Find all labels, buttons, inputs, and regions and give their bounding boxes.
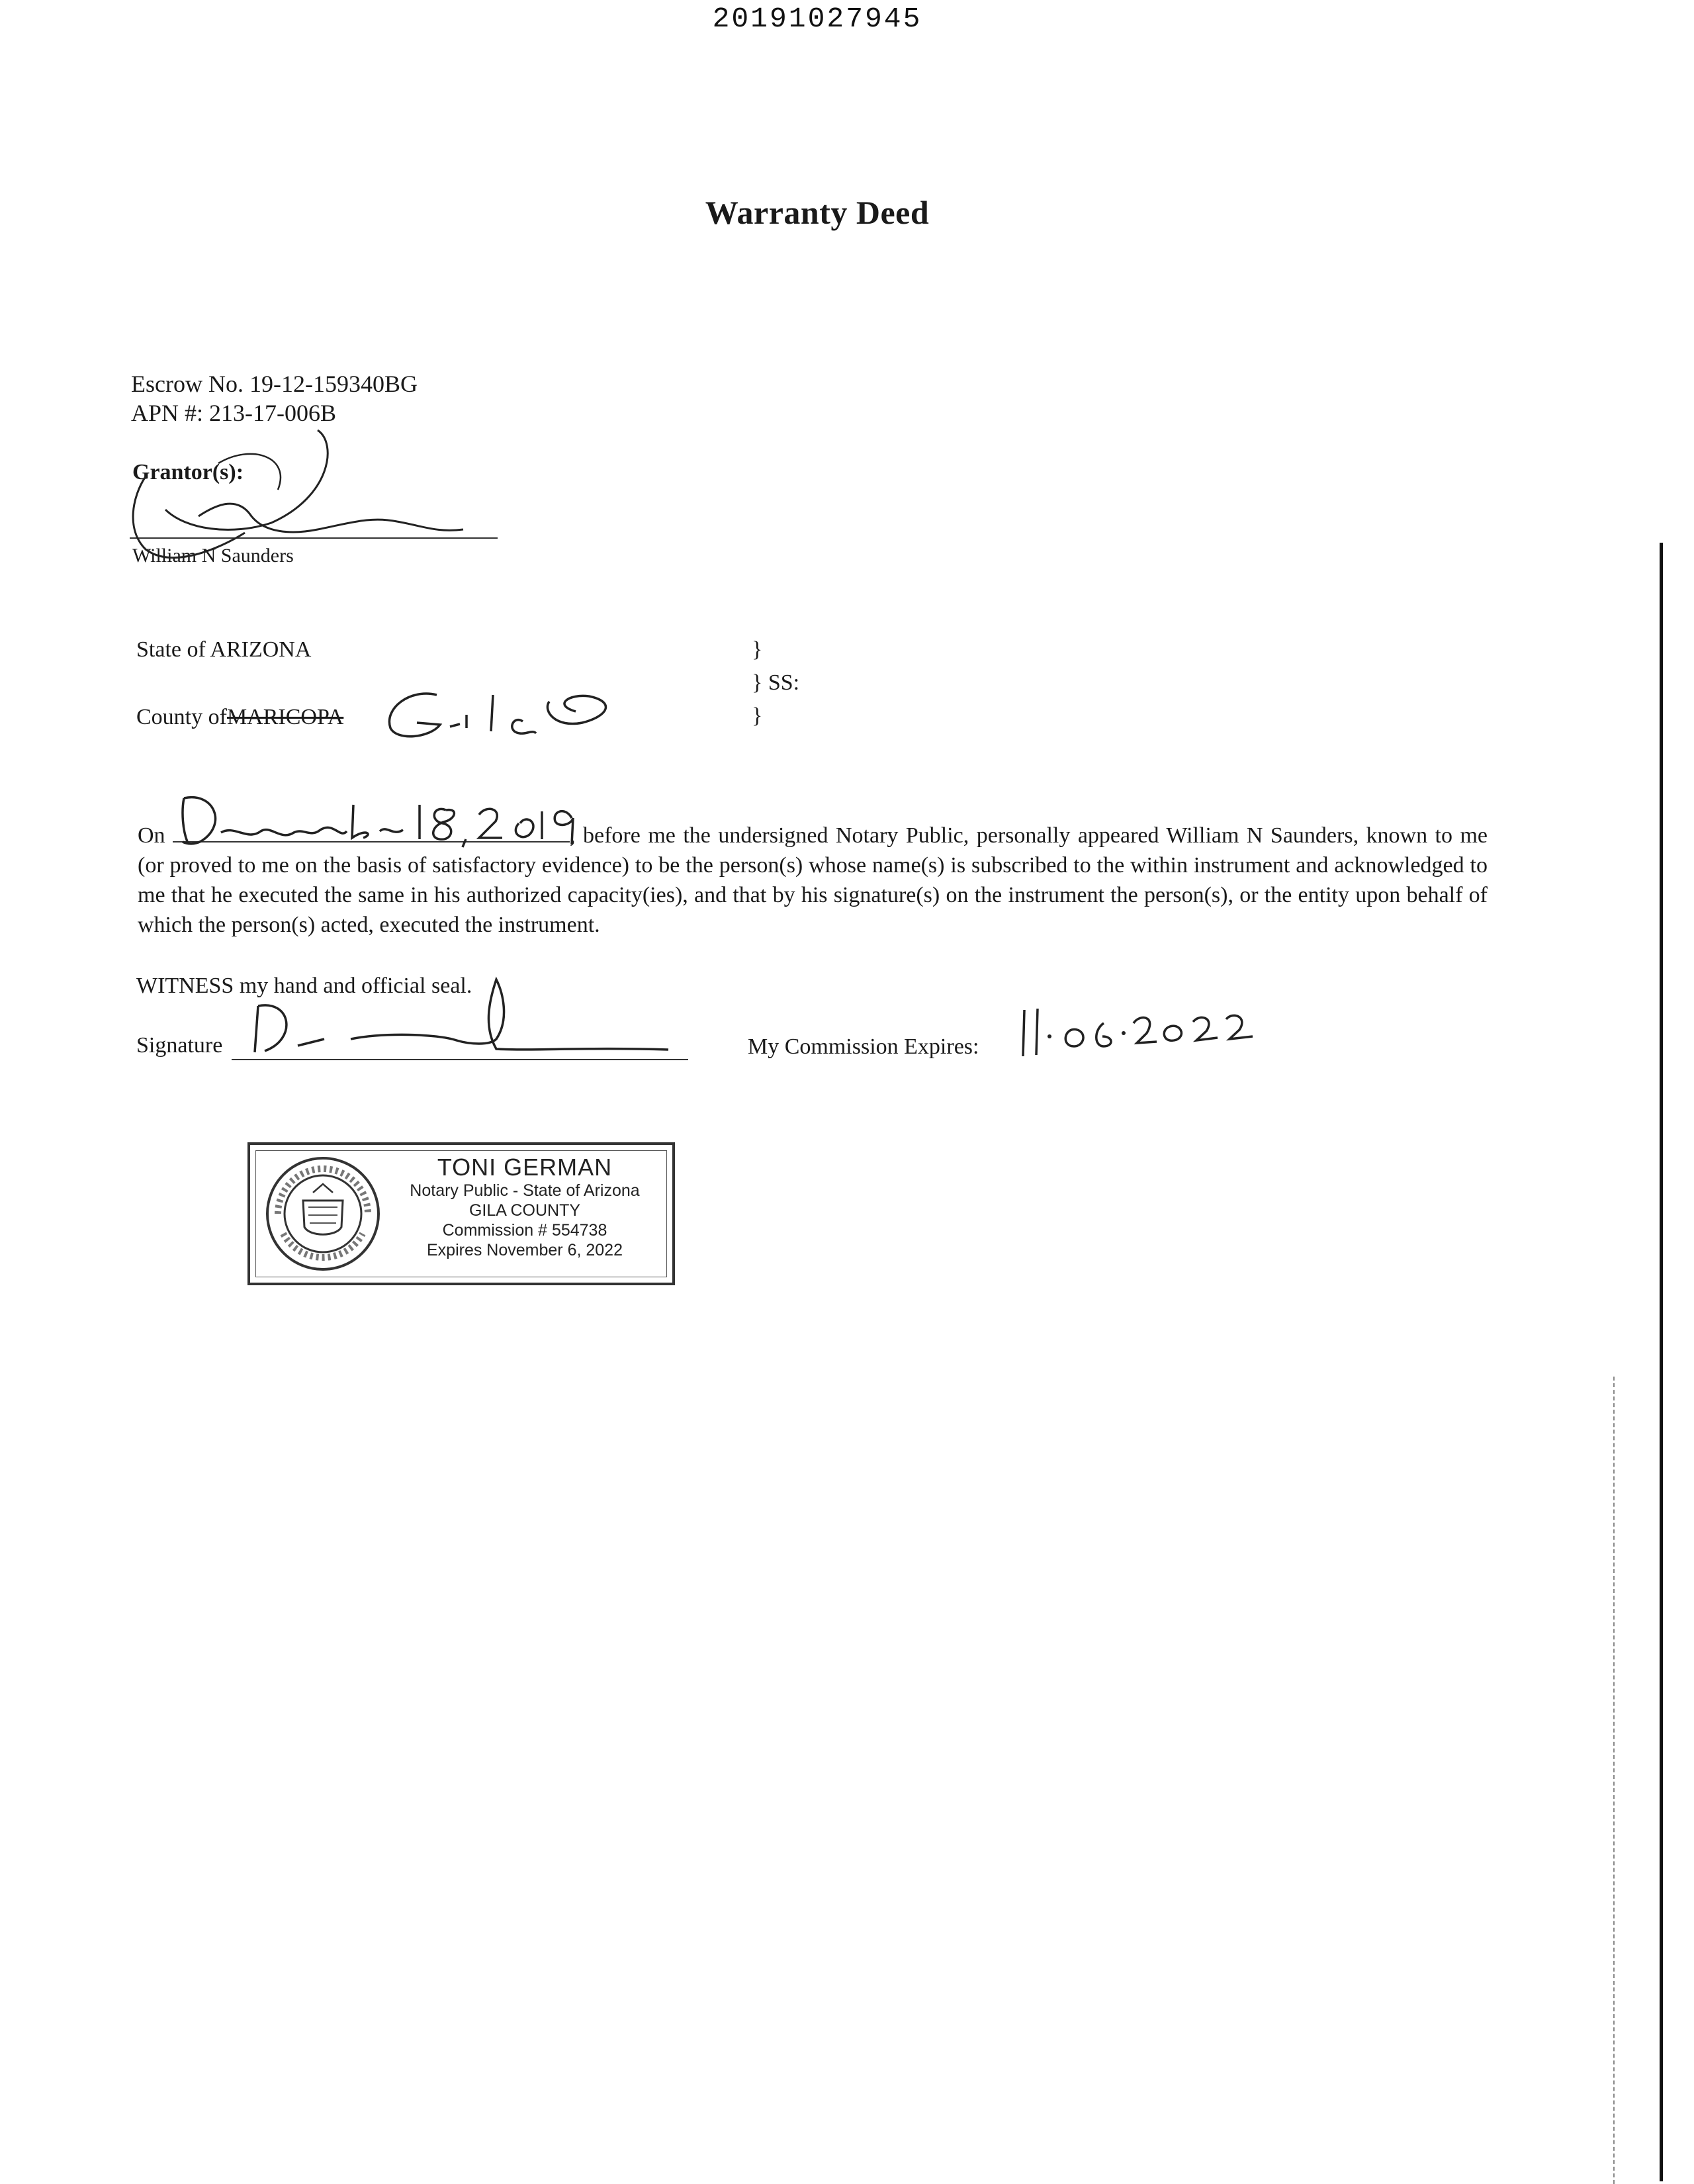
notary-title: Notary Public - State of Arizona [410, 1181, 640, 1200]
commission-label: My Commission Expires: [748, 1034, 979, 1059]
scan-edge-artifact [1660, 543, 1663, 2181]
grantor-name: William N Saunders [132, 545, 294, 567]
brace-top: } [752, 637, 763, 662]
state-seal-icon [263, 1154, 382, 1273]
brace-bottom: } [752, 704, 763, 728]
escrow-value: 19-12-159340BG [249, 371, 418, 397]
county-handwritten [377, 675, 629, 748]
escrow-line [131, 369, 418, 398]
county-prefix: County of [136, 705, 227, 729]
ss-label: } SS: [752, 670, 800, 695]
notary-commission: Commission # 554738 [442, 1221, 607, 1240]
date-handwritten [175, 792, 585, 851]
scan-edge-dashes [1613, 1377, 1616, 2184]
notary-county: GILA COUNTY [468, 1201, 581, 1220]
apn-value: 213-17-006B [209, 400, 337, 426]
notary-name: TONI GERMAN [437, 1154, 613, 1181]
state-line: State of ARIZONA [136, 637, 312, 662]
escrow-label: Escrow No. [131, 371, 244, 397]
on-label: On [138, 823, 165, 848]
notary-signature [218, 973, 682, 1066]
grantor-label: Grantor(s): [132, 460, 244, 484]
witness-text: WITNESS my hand and official seal. [136, 974, 472, 998]
document-title: Warranty Deed [705, 194, 930, 231]
signature-label: Signature [136, 1033, 223, 1058]
acknowledgment-text: , before me the undersigned Notary Public, personally appeared William N Saunders, known to me (or proved to me on the basis of satisfactory evidence) to be the person(s) whose name(s) is subscribed to the within instrument and acknowledged to me that he executed the same in his authorized capacity(ies), and that by his signature(s) on the instrument the person(s), or the entity upon behalf of which the person(s) acted, executed the instrument. [138, 823, 1488, 937]
recording-number: 20191027945 [712, 3, 922, 35]
county-struck: MARICOPA [226, 705, 344, 729]
commission-handwritten [1004, 997, 1256, 1063]
apn-label: APN #: [131, 400, 204, 426]
notary-expiration: Expires November 6, 2022 [427, 1241, 623, 1259]
county-line [136, 703, 343, 732]
grantor-signature [119, 417, 516, 576]
